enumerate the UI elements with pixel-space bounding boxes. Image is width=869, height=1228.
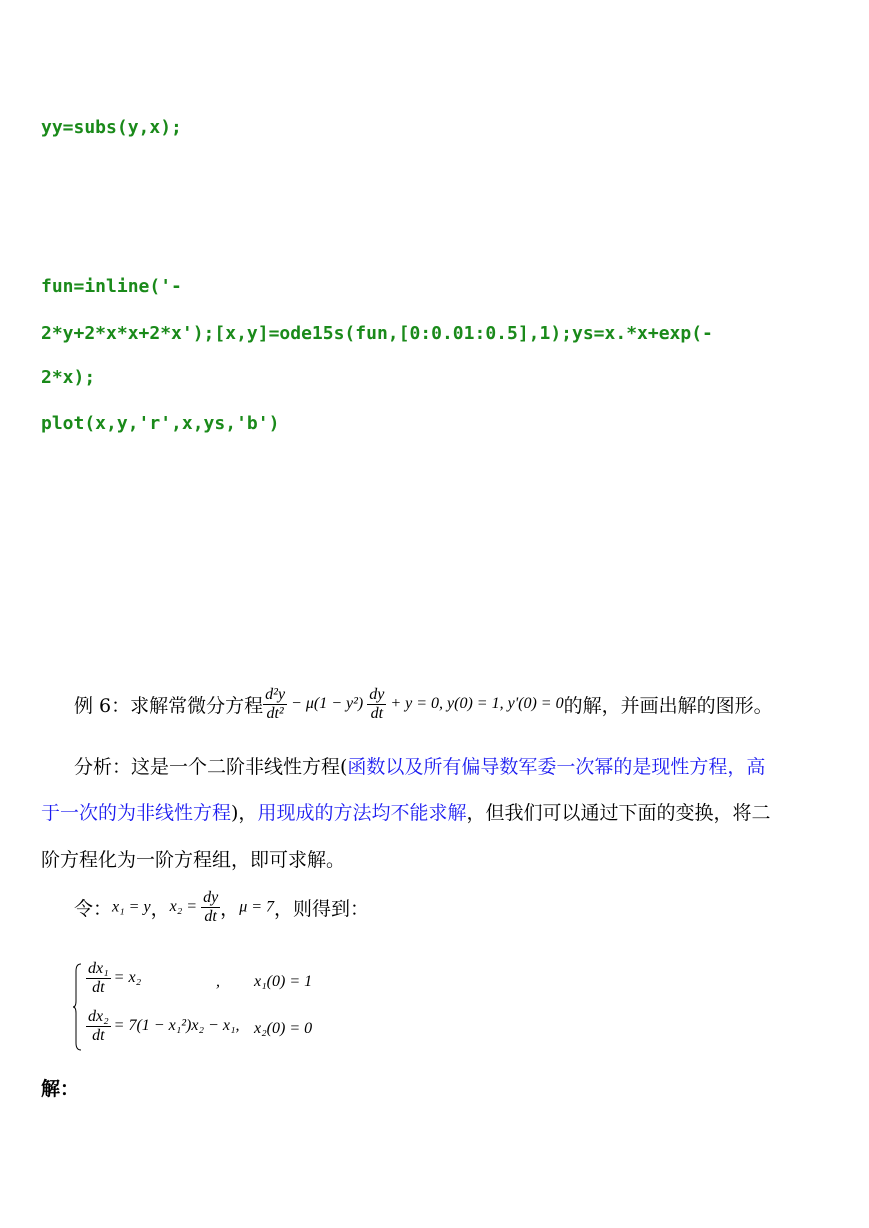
- x2-definition: x₂ = $\frac{dy}{dt}$: [169, 889, 219, 925]
- analysis-line-1: 分析：这是一个二阶非线性方程(函数以及所有偏导数军委一次幂的是现性方程，高: [74, 756, 766, 778]
- fraction-dx1-dt: $\frac{\text{dx₁}}{dt}$: [88, 960, 109, 996]
- system-row-2-initial: x₂(0) = 0: [254, 1020, 313, 1037]
- code-line-ode15s: 2*y+2*x*x+2*x');[x,y]=ode15s(fun,[0:0.01:0.5],1);ys=x.*x+exp(-: [41, 323, 713, 344]
- example-prefix: 例 6：求解常微分方程: [74, 695, 264, 717]
- system-row-1-initial: x₁(0) = 1: [254, 973, 313, 990]
- solution-heading: 解：: [41, 1078, 80, 1100]
- example-statement: [74, 686, 773, 723]
- mu-value: μ = 7: [239, 898, 275, 916]
- system-brace: [72, 963, 82, 1051]
- code-line-subs: yy=subs(y,x);: [41, 117, 182, 138]
- fraction-dy-dt: $\frac{dy}{dt}$: [369, 686, 385, 722]
- system-row-1-separator: ,: [216, 973, 220, 990]
- ode-equation: $\frac{\text{d²y}}{\text{dt²}}$ − μ(1 − y²) $\frac{dy}{dt}$ + y = 0, y(0) = 1, y'(0) = 0: [265, 686, 564, 722]
- analysis-line-2: 于一次的为非线性方程)，用现成的方法均不能求解，但我们可以通过下面的变换，将二: [41, 802, 771, 824]
- substitution-line: 令：x₁ = y，x₂ = $\frac{dy}{dt}$ ，μ = 7，则得到：: [74, 889, 370, 925]
- analysis-line-3: 阶方程化为一阶方程组，即可求解。: [41, 849, 346, 871]
- example-suffix: 的解，并画出解的图形。: [563, 695, 773, 717]
- system-row-2: $\frac{\text{dx₂}}{dt}$ = 7(1 − x₁²)x₂ − x₁,: [88, 1008, 240, 1044]
- fraction-dx2-dt: $\frac{\text{dx₂}}{dt}$: [88, 1008, 109, 1044]
- fraction-d2y-dt2: $\frac{\text{d²y}}{\text{dt²}}$: [265, 686, 286, 722]
- system-row-1: $\frac{\text{dx₁}}{dt}$ = x₂: [88, 960, 142, 996]
- code-line-plot: plot(x,y,'r',x,ys,'b'): [41, 413, 280, 434]
- code-line-exp: 2*x);: [41, 367, 96, 388]
- code-line-inline: fun=inline('-: [41, 276, 182, 297]
- fraction-x2-dy-dt: $\frac{dy}{dt}$: [203, 889, 219, 925]
- x1-definition: x₁ = y: [112, 898, 151, 916]
